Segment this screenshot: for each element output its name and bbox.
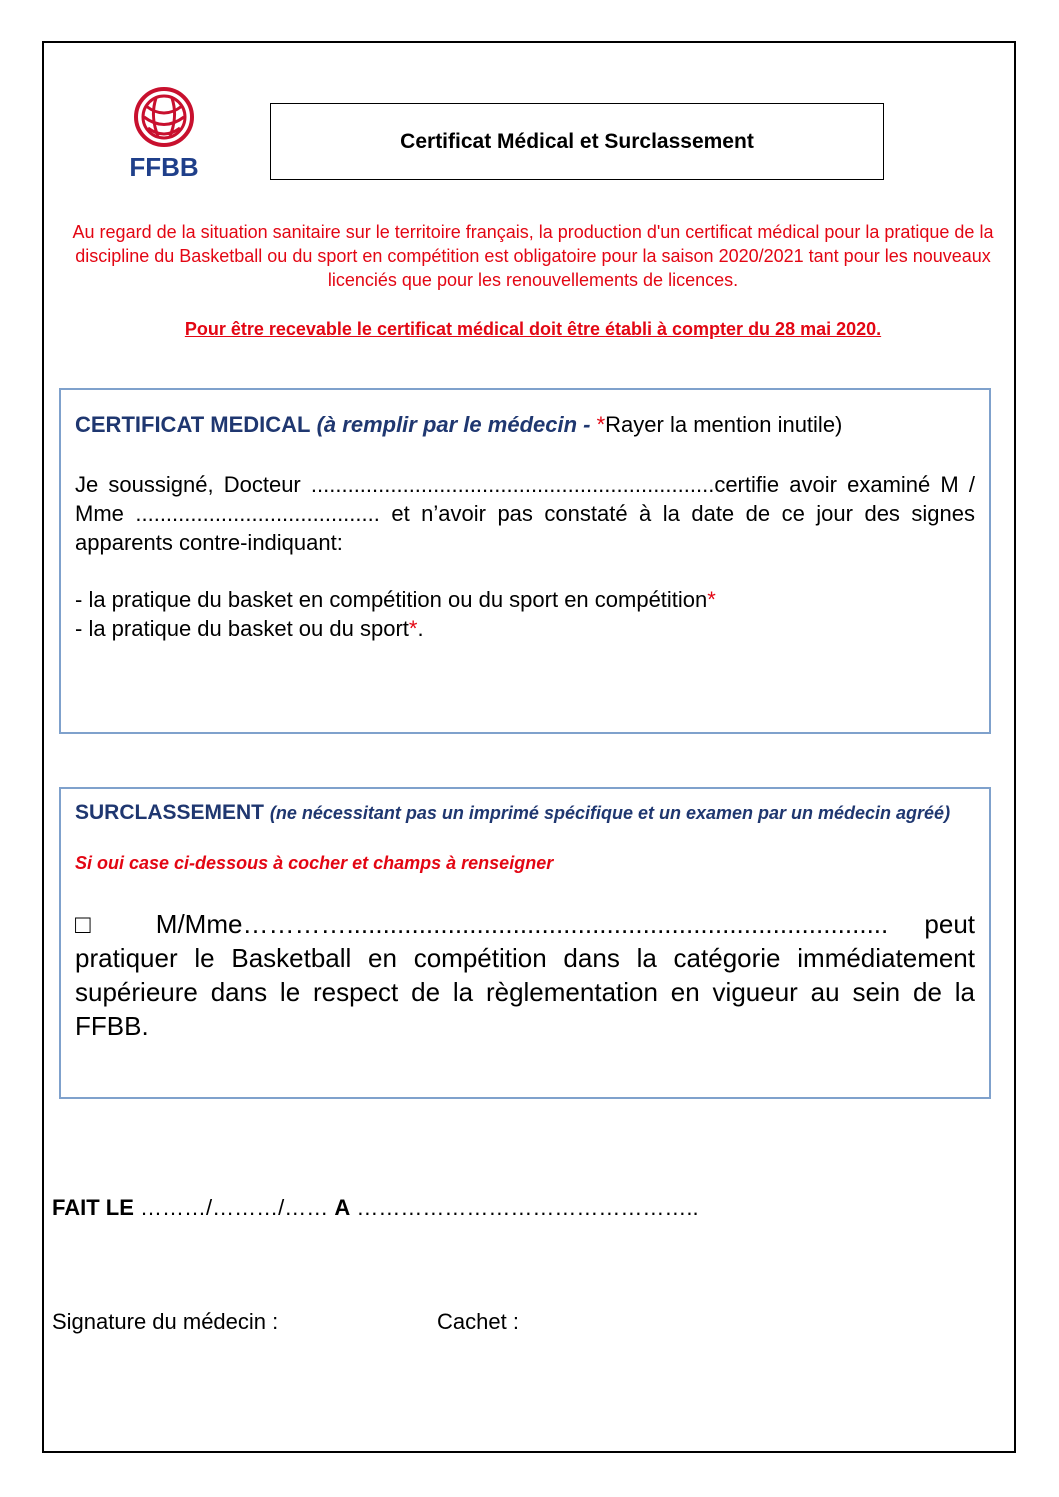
surclassement-instruction: Si oui case ci-dessous à cocher et champs à renseigner <box>75 853 554 873</box>
contraindication-list <box>75 585 975 643</box>
list-item: - la pratique du basket ou du sport*. <box>75 616 424 641</box>
validity-warning: Pour être recevable le certificat médical doit être établi à compter du 28 mai 2020. <box>184 319 882 339</box>
date-dots: ………/………/…… <box>140 1195 329 1220</box>
ffbb-logo <box>128 86 200 186</box>
list-item: - la pratique du basket en compétition ou du sport en compétition* <box>75 587 716 612</box>
title-text: Certificat Médical et Surclassement <box>400 129 754 153</box>
medical-heading-title: CERTIFICAT MEDICAL <box>75 412 311 437</box>
fait-le-label: FAIT LE <box>52 1195 134 1220</box>
surclassement-heading-note: (ne nécessitant pas un imprimé spécifique et un examen par un médecin agréé) <box>269 803 951 823</box>
cachet-label: Cachet : <box>437 1309 519 1334</box>
sanitary-warning: Au regard de la situation sanitaire sur le territoire français, la production d'un certificat médical pour la pratique de la discipline du Basketball ou du sport en compétition est obligatoire pour la saison 2020/2021 tant pour les nouveaux licenciés que pour les renouvellements de licences. <box>72 222 994 290</box>
medical-heading <box>75 412 975 438</box>
logo-text: FFBB <box>129 152 199 182</box>
surclassement-heading-title: SURCLASSEMENT <box>75 801 265 824</box>
medical-certificate-section <box>59 388 991 734</box>
date-place-line <box>52 1195 699 1221</box>
asterisk-mark: * <box>596 412 606 437</box>
asterisk-mark: * <box>707 587 716 612</box>
surclassement-heading <box>75 801 975 825</box>
a-label: A <box>334 1195 351 1220</box>
medical-statement <box>75 470 975 557</box>
surclassement-section <box>59 787 991 1099</box>
signature-label: Signature du médecin : <box>52 1309 279 1334</box>
place-dots: ……………………………………….. <box>356 1195 699 1220</box>
medical-heading-note: (à remplir par le médecin - <box>316 412 591 437</box>
document-title <box>270 103 884 180</box>
medical-heading-tail: Rayer la mention inutile) <box>605 412 843 437</box>
medical-statement-text: Je soussigné, Docteur ..................................................................certifie avoir examiné M / Mme ........................................ et n’avoir pas constaté à la date de ce jour des signes apparents contre-indiquant: <box>75 472 975 555</box>
surclassement-statement: □ M/Mme…………........................................................................... peut pratiquer le Basketball en compétition dans la catégorie immédiatement supérieure dans le respect de la règlementation en vigueur au sein de la FFBB. <box>75 909 975 1041</box>
asterisk-mark: * <box>408 616 418 641</box>
basketball-logo-icon <box>128 86 200 152</box>
